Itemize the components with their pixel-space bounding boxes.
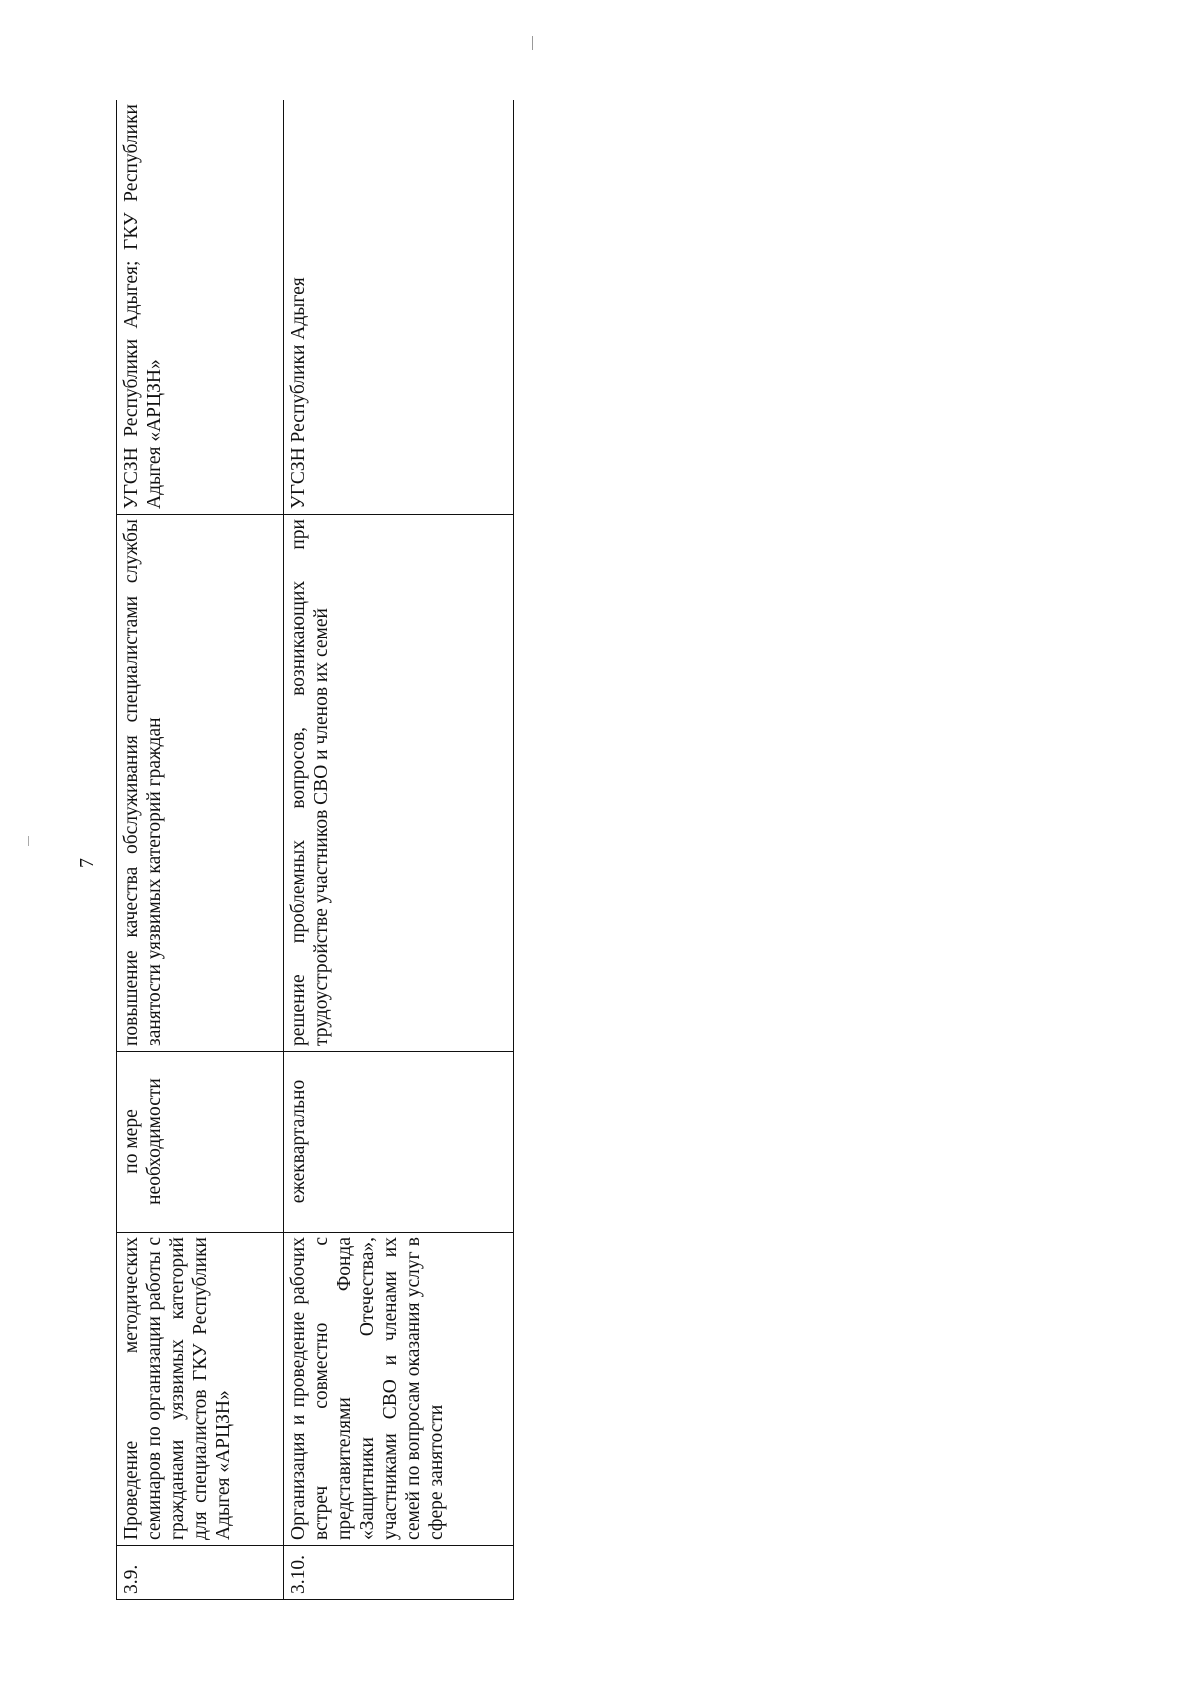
activity-cell: Проведение методических семинаров по организации работы с гражданами уязвимых категорий для специалистов ГКУ Республики Адыгея «АРЦЗН» xyxy=(117,1233,284,1546)
responsible-cell: УГСЗН Республики Адыгея xyxy=(283,100,513,515)
page-number: 7 xyxy=(76,858,98,868)
responsible-cell: УГСЗН Республики Адыгея; ГКУ Республики Адыгея «АРЦЗН» xyxy=(117,100,284,515)
row-number: 3.10. xyxy=(283,1546,513,1600)
result-cell: решение проблемных вопросов, возникающих при трудоустройстве участников СВО и членов их семей xyxy=(283,515,513,1052)
scan-mark xyxy=(28,836,29,846)
scan-mark xyxy=(532,36,533,50)
table-row xyxy=(117,100,284,1600)
table-row xyxy=(283,100,513,1600)
measures-table xyxy=(116,100,514,1600)
row-number: 3.9. xyxy=(117,1546,284,1600)
term-cell: ежеквартально xyxy=(283,1052,513,1233)
activity-cell: Организация и проведение рабочих встреч совместно с представителями Фонда «Защитники Отечества», участниками СВО и членами их семей по вопросам оказания услуг в сфере занятости xyxy=(283,1233,513,1546)
measures-table-container xyxy=(116,100,514,1600)
rotated-table xyxy=(116,100,514,1600)
result-cell: повышение качества обслуживания специалистами службы занятости уязвимых категорий граждан xyxy=(117,515,284,1052)
term-cell: по мере необходимости xyxy=(117,1052,284,1233)
